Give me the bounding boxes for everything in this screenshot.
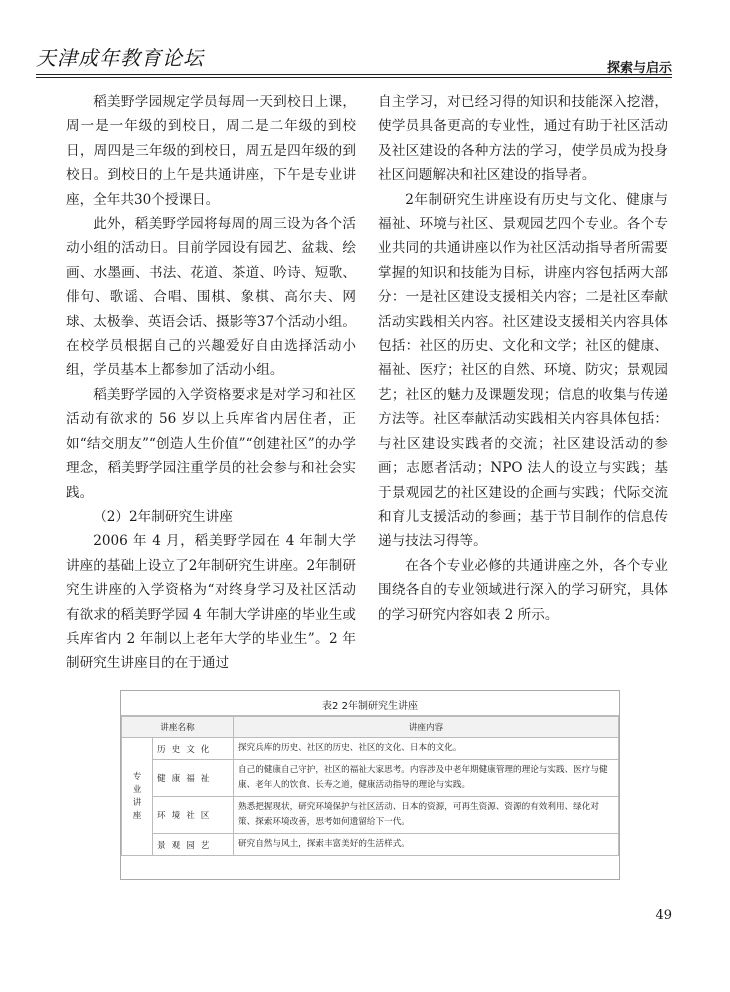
subsection-heading: （2）2年制研究生讲座 — [93, 508, 233, 525]
course-name: 健康福祉 — [153, 760, 234, 797]
paragraph: 稻美野学园规定学员每周一天到校日上课，周一是一年级的到校日，周二是二年级的到校日，周四是三年级的到校日，周五是四年级的到校日。到校日的上午是共通讲座，下午是专业讲座，全年共30个授课日。 — [66, 94, 356, 208]
paragraph-continued: 自主学习，对已经习得的知识和技能深入挖潜，使学员具备更高的专业性，通过有助于社区活动及社区建设的各种方法的学习，使学员成为投身社区问题解决和社区建设的指导者。 — [378, 94, 668, 184]
table-row — [122, 834, 619, 856]
header-content: 讲座内容 — [234, 717, 619, 738]
left-column — [66, 90, 356, 676]
paragraph: 稻美野学园的入学资格要求是对学习和社区活动有欲求的 56 岁以上兵库省内居住者，正如“结交朋友”“创造人生价值”“创建社区”的办学理念，稻美野学园注重学员的社会参与和社会实践。 — [66, 386, 356, 501]
course-content: 熟悉把握现状，研究环境保护与社区活动、日本的资源，可再生资源、资源的有效利用、绿化对策、探索环境改善，思考如何遗留给下一代。 — [234, 797, 619, 834]
table-title: 表2 2年制研究生讲座 — [121, 691, 619, 716]
course-name: 历史文化 — [153, 738, 234, 760]
header-rule — [36, 74, 672, 75]
paragraph: 2006 年 4 月，稻美野学园在 4 年制大学讲座的基础上设立了2年制研究生讲座。2年制研究生讲座的入学资格为“对终身学习及社区活动有欲求的稻美野学园 4 年制大学讲座的毕业生或兵库省内 2 年制以上老年大学的毕业生”。2 年制研究生讲座目的在于通过 — [66, 533, 356, 672]
course-content: 自己的健康自己守护，社区的福祉大家思考。内容涉及中老年期健康管理的理论与实践、医疗与健康、老年人的饮食、长寿之道，健康活动指导的理论与实践。 — [234, 760, 619, 797]
course-content: 研究自然与风土，探索丰富美好的生活样式。 — [234, 834, 619, 856]
course-content: 探究兵库的历史、社区的历史、社区的文化、日本的文化。 — [234, 738, 619, 760]
paragraph: 在各个专业必修的共通讲座之外，各个专业围绕各自的专业领域进行深入的学习研究，具体的学习研究内容如表 2 所示。 — [378, 557, 668, 623]
group-label — [122, 738, 153, 856]
right-column — [378, 90, 668, 627]
course-table — [120, 690, 620, 880]
table-grid — [121, 716, 619, 856]
paragraph: 2年制研究生讲座设有历史与文化、健康与福祉、环境与社区、景观园艺四个专业。各个专业共同的共通讲座以作为社区活动指导者所需要掌握的知识和技能为目标，讲座内容包括两大部分：一是社区建设支援相关内容；二是社区奉献活动实践相关内容。社区建设支援相关内容具体包括：社区的历史、文化和文学；社区的健康、福祉、医疗；社区的自然、环境、防灾；景观园艺；社区的魅力及课题发现；信息的收集与传递方法等。社区奉献活动实践相关内容具体包括：与社区建设实践者的交流；社区建设活动的参画；志愿者活动；NPO 法人的设立与实践；基于景观园艺的社区建设的企画与实践；代际交流和育儿支援活动的参画；基于节目制作的信息传递与技法习得等。 — [378, 191, 668, 550]
journal-title: 天津成年教育论坛 — [36, 46, 204, 70]
course-name: 景观园艺 — [153, 834, 234, 856]
table-header-row — [122, 717, 619, 738]
table-row — [122, 760, 619, 797]
group-label-text: 专业讲座 — [132, 771, 142, 821]
page-number: 49 — [655, 908, 672, 923]
table-row — [122, 738, 619, 760]
paragraph: 此外，稻美野学园将每周的周三设为各个活动小组的活动日。目前学园设有园艺、盆栽、绘画、水墨画、书法、花道、茶道、吟诗、短歌、俳句、歌谣、合唱、围棋、象棋、高尔夫、网球、太极拳、英语会话、摄影等37个活动小组。在校学员根据自己的兴趣爱好自由选择活动小组，学员基本上都参加了活动小组。 — [66, 216, 356, 379]
header-name: 讲座名称 — [122, 717, 234, 738]
section-label: 探索与启示 — [606, 61, 672, 76]
page-header — [36, 40, 672, 80]
course-name: 环境社区 — [153, 797, 234, 834]
table-row — [122, 797, 619, 834]
header-rule-thin — [36, 77, 672, 78]
